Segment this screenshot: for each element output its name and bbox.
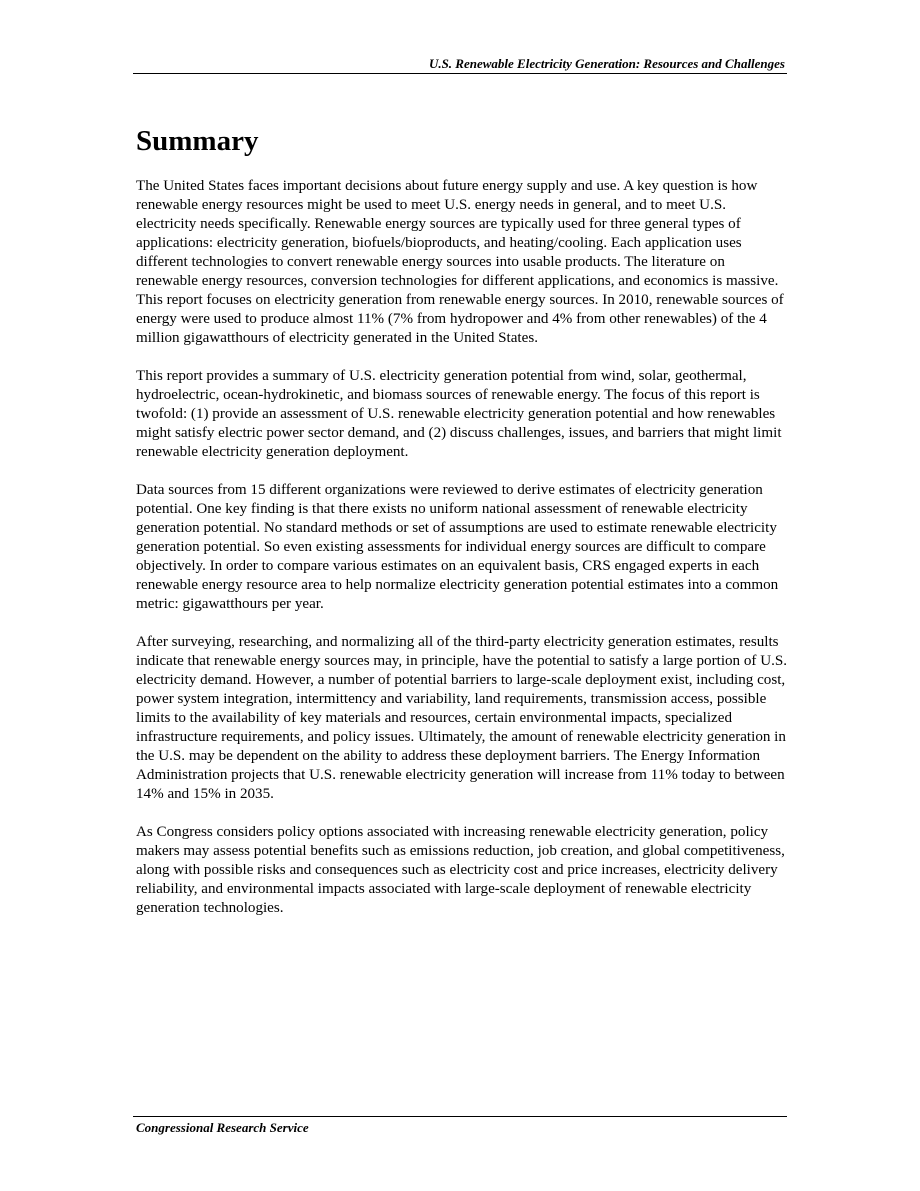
- summary-paragraph-2: This report provides a summary of U.S. electricity generation potential from wind, solar, geothermal, hydroelectric, ocean-hydrokinetic, and biomass sources of renewable energy. The focus of this report is twofold: (1) provide an assessment of U.S. renewable electricity generation potential and how renewables might satisfy electric power sector demand, and (2) discuss challenges, issues, and barriers that might limit renewable electricity generation deployment.: [136, 368, 782, 460]
- header-rule: [133, 73, 787, 74]
- summary-paragraph-1: The United States faces important decisions about future energy supply and use. A key question is how renewable energy resources might be used to meet U.S. energy needs in general, and to meet U.S. electricity needs specifically. Renewable energy sources are typically used for three general types of applications: electricity generation, biofuels/bioproducts, and heating/cooling. Each application uses different technologies to convert renewable energy sources into usable products. The literature on renewable energy resources, conversion technologies for different applications, and economics is massive. This report focuses on electricity generation from renewable energy sources. In 2010, renewable sources of energy were used to produce almost 11% (7% from hydropower and 4% from other renewables) of the 4 million gigawatthours of electricity generated in the United States.: [136, 178, 784, 346]
- summary-paragraph-5: As Congress considers policy options associated with increasing renewable electricity generation, policy makers may assess potential benefits such as emissions reduction, job creation, and global competitiveness, along with possible risks and consequences such as electricity cost and price increases, electricity delivery reliability, and environmental impacts associated with large-scale deployment of renewable electricity generation technologies.: [136, 824, 785, 916]
- running-footer: Congressional Research Service: [136, 1120, 309, 1135]
- summary-body: [136, 177, 788, 937]
- footer-rule: [133, 1116, 787, 1117]
- page-title: Summary: [136, 125, 259, 157]
- summary-paragraph-4: After surveying, researching, and normalizing all of the third-party electricity generation estimates, results indicate that renewable energy sources may, in principle, have the potential to satisfy a large portion of U.S. electricity demand. However, a number of potential barriers to large-scale deployment exist, including cost, power system integration, intermittency and variability, land requirements, transmission access, possible limits to the availability of key materials and resources, certain environmental impacts, specialized infrastructure requirements, and policy issues. Ultimately, the amount of renewable electricity generation in the U.S. may be dependent on the ability to address these deployment barriers. The Energy Information Administration projects that U.S. renewable electricity generation will increase from 11% today to between 14% and 15% in 2035.: [136, 634, 788, 802]
- running-header: U.S. Renewable Electricity Generation: Resources and Challenges: [428, 56, 785, 71]
- summary-paragraph-3: Data sources from 15 different organizations were reviewed to derive estimates of electricity generation potential. One key finding is that there exists no uniform national assessment of renewable electricity generation potential. No standard methods or set of assumptions are used to estimate renewable electricity generation potential. So even existing assessments for individual energy sources are difficult to compare objectively. In order to compare various estimates on an equivalent basis, CRS engaged experts in each renewable energy resource area to help normalize electricity generation potential estimates into a common metric: gigawatthours per year.: [136, 482, 779, 612]
